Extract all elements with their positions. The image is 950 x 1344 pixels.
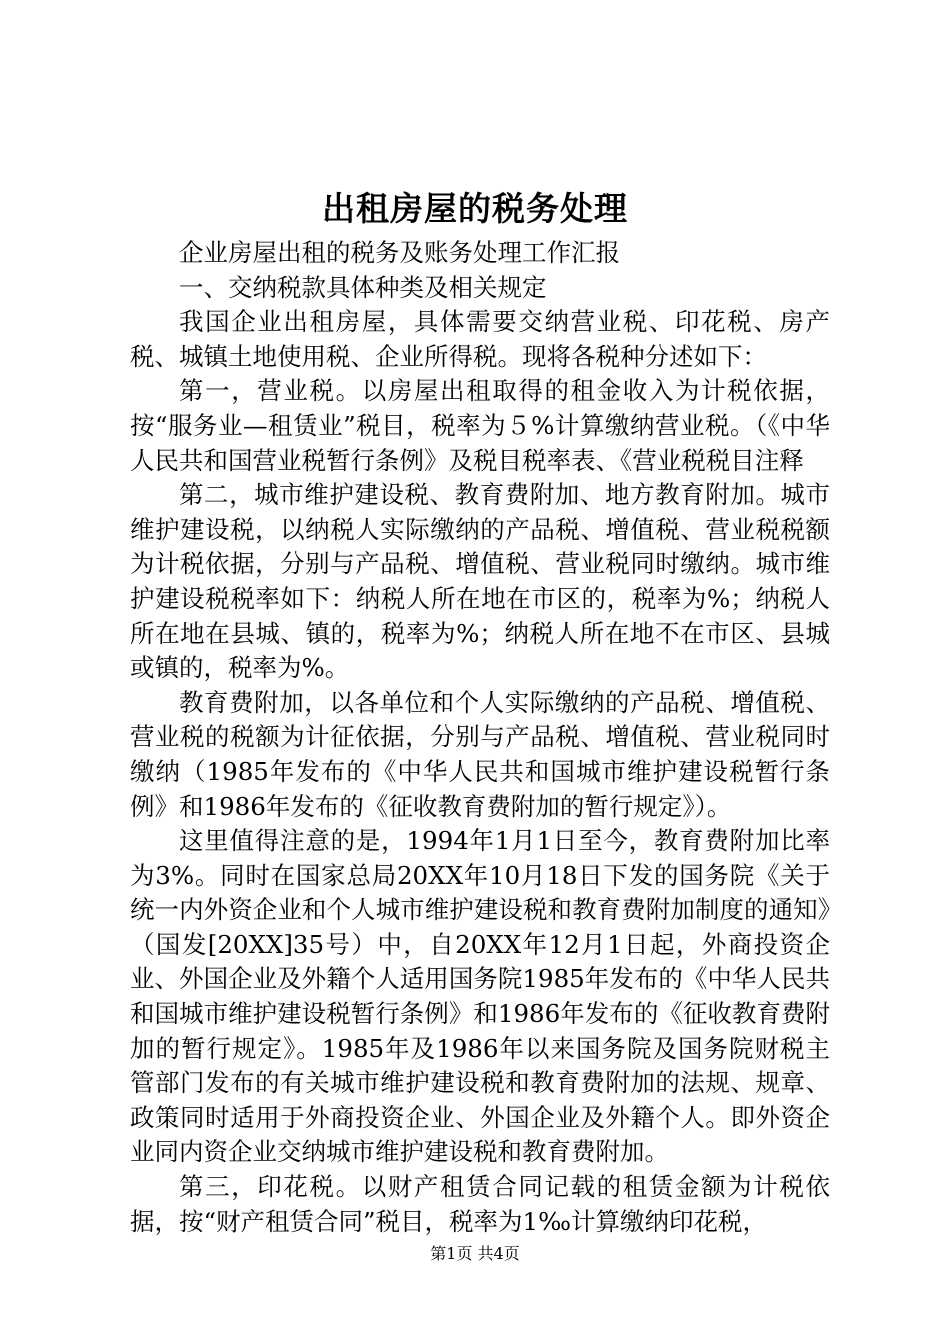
document-body bbox=[130, 236, 830, 1239]
paragraph-business-tax: 第一，营业税。以房屋出租取得的租金收入为计税依据，按“服务业—租赁业”税目，税率为５%计算缴纳营业税。（《中华人民共和国营业税暂行条例》及税目税率表、《营业税税目注释 bbox=[130, 376, 830, 475]
paragraph-stamp-tax: 第三，印花税。以财产租赁合同记载的租赁金额为计税依据，按“财产租赁合同”税目，税率为1‰计算缴纳印花税， bbox=[130, 1172, 830, 1236]
paragraph-city-construction-tax: 第二，城市维护建设税、教育费附加、地方教育附加。城市维护建设税，以纳税人实际缴纳的产品税、增值税、营业税税额为计税依据，分别与产品税、增值税、营业税同时缴纳。城市维护建设税税率如下：纳税人所在地在市区的，税率为%；纳税人所在地在县城、镇的，税率为%；纳税人所在地不在市区、县城或镇的，税率为%。 bbox=[130, 480, 830, 683]
page-number-footer: 第1页 共4页 bbox=[430, 1244, 520, 1263]
paragraph-section-heading: 一、交纳税款具体种类及相关规定 bbox=[179, 272, 547, 302]
paragraph-report-heading: 企业房屋出租的税务及账务处理工作汇报 bbox=[179, 238, 620, 267]
paragraph-education-surcharge: 教育费附加，以各单位和个人实际缴纳的产品税、增值税、营业税的税额为计征依据，分别与产品税、增值税、营业税同时缴纳（1985年发布的《中华人民共和国城市维护建设税暂行条例》和1986年发布的《征收教育费附加的暂行规定》）。 bbox=[130, 687, 830, 821]
paragraph-notice: 这里值得注意的是，1994年1月1日至今，教育费附加比率为3%。同时在国家总局20XX年10月18日下发的国务院《关于统一内外资企业和个人城市维护建设税和教育费附加制度的通知》（国发[20XX]35号）中，自20XX年12月1日起，外商投资企业、外国企业及外籍个人适用国务院1985年发布的《中华人民共和国城市维护建设税暂行条例》和1986年发布的《征收教育费附加的暂行规定》。1985年及1986年以来国务院及国务院财税主管部门发布的有关城市维护建设税和教育费附加的法规、规章、政策同时适用于外商投资企业、外国企业及外籍个人。即外资企业同内资企业交纳城市维护建设税和教育费附加。 bbox=[130, 826, 830, 1167]
paragraph-tax-overview: 我国企业出租房屋，具体需要交纳营业税、印花税、房产税、城镇土地使用税、企业所得税。现将各税种分述如下： bbox=[130, 307, 830, 371]
document-title: 出租房屋的税务处理 bbox=[322, 189, 628, 228]
